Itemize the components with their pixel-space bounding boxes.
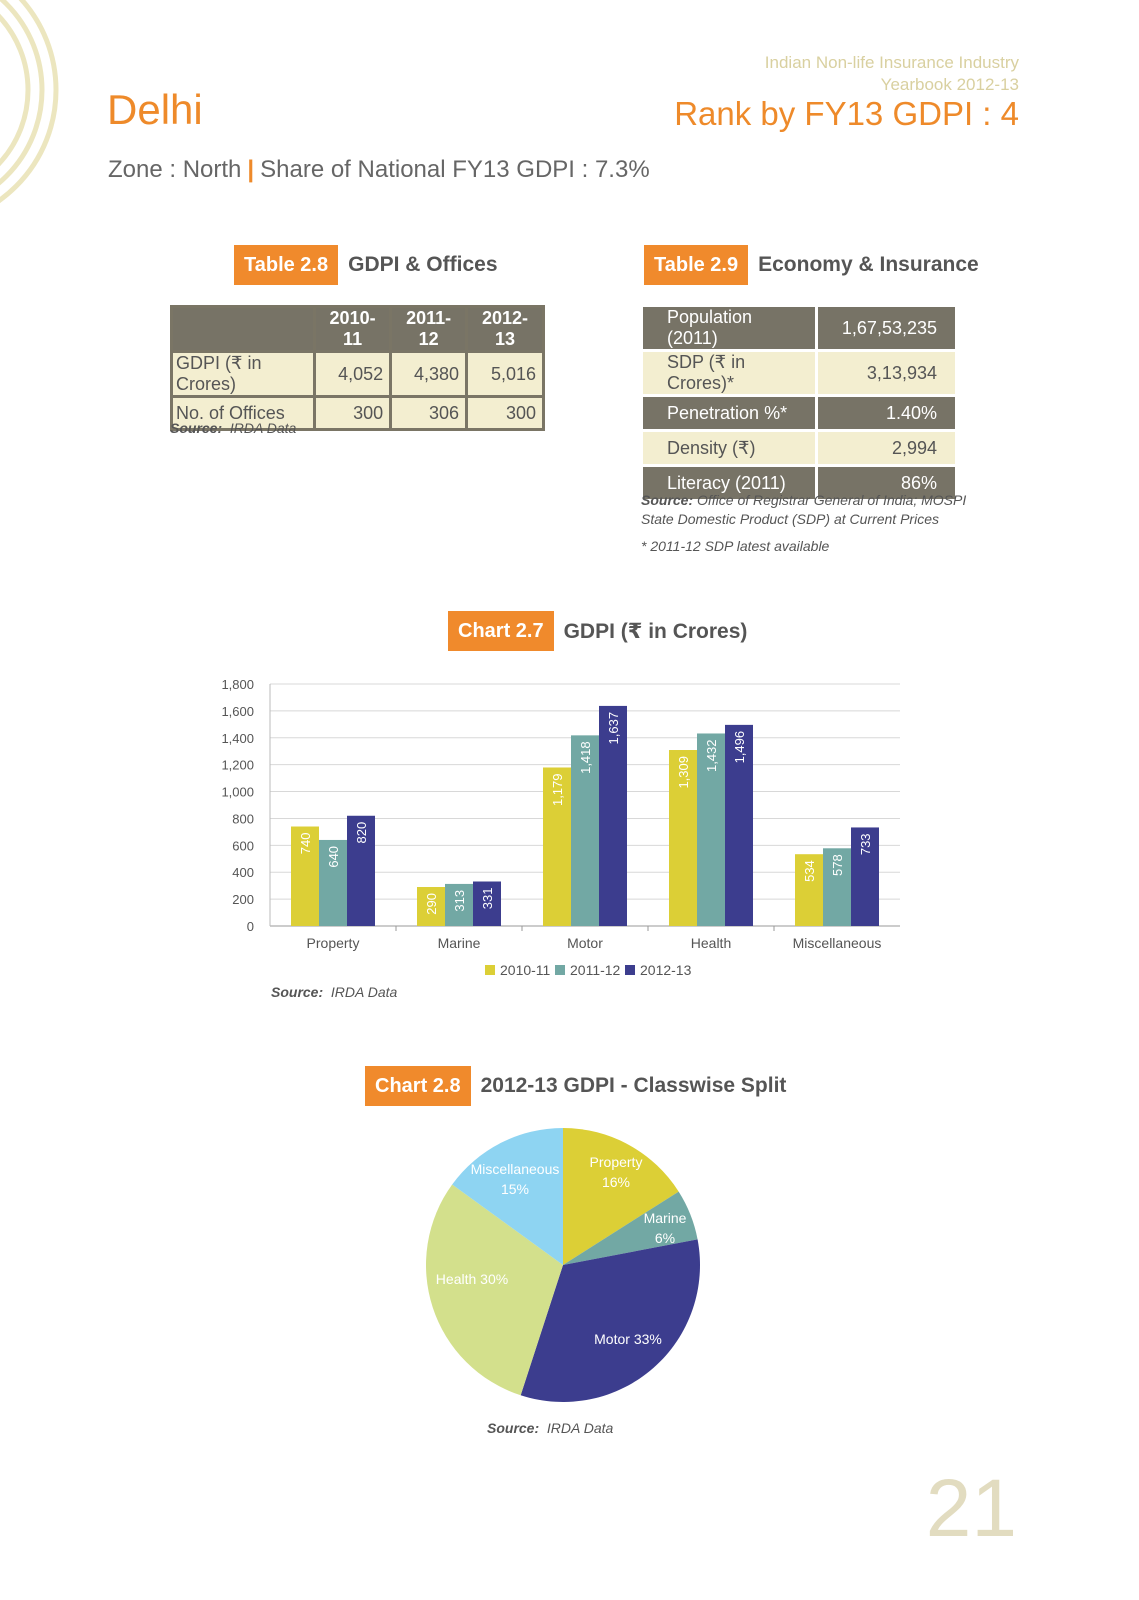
pie-slice-percent: 6% (654, 1230, 676, 1246)
row-label: GDPI (₹ in Crores) (172, 352, 315, 397)
chart-2-7-title: GDPI (₹ in Crores) (563, 619, 748, 643)
y-tick-label: 0 (246, 919, 254, 934)
pie-slice-label: Property (589, 1154, 643, 1170)
cell-value: 1.40% (816, 396, 956, 431)
y-tick-label: 1,800 (221, 677, 254, 692)
x-category-label: Miscellaneous (792, 935, 882, 951)
zone-label: Zone : North (108, 156, 242, 183)
bar-value-label: 331 (480, 887, 495, 910)
cell-value: 306 (391, 397, 467, 430)
header-cell-2011-12: 2011-12 (391, 307, 467, 352)
legend-label: 2010-11 (500, 962, 551, 978)
publication-line-2: Yearbook 2012-13 (880, 75, 1019, 94)
y-tick-label: 600 (232, 838, 254, 854)
source-text: IRDA Data (330, 984, 398, 1000)
chart-2-7-caption (448, 611, 747, 651)
bar-value-label: 1,496 (732, 730, 747, 764)
y-tick-label: 1,000 (221, 784, 254, 800)
table-row (642, 351, 957, 396)
pie-slice-label: Marine (643, 1210, 687, 1226)
header-cell-2010-11: 2010-11 (315, 307, 391, 352)
y-tick-label: 1,600 (221, 703, 254, 719)
cell-value: 4,052 (315, 352, 391, 397)
share-label: Share of National FY13 GDPI : 7.3% (260, 156, 650, 183)
row-label: Literacy (2011) (642, 466, 817, 501)
publication-line-1: Indian Non-life Insurance Industry (764, 53, 1019, 72)
table-header-row (172, 307, 544, 352)
chart-2-8-tag: Chart 2.8 (365, 1066, 471, 1106)
legend-swatch (625, 965, 635, 975)
decorative-arcs (0, 0, 70, 220)
y-tick-label: 400 (232, 865, 254, 881)
bar-value-label: 1,179 (550, 773, 565, 807)
cell-value: 300 (315, 397, 391, 430)
row-label: SDP (₹ in Crores)* (642, 351, 817, 396)
x-category-label: Property (306, 935, 360, 951)
table-2-9-caption (644, 245, 979, 285)
x-category-label: Marine (437, 935, 481, 951)
table-2-8-tag: Table 2.8 (234, 245, 338, 285)
pie-slice-percent: 15% (500, 1181, 530, 1197)
bar-value-label: 313 (452, 889, 467, 912)
chart-2-8-source (487, 1420, 613, 1436)
classwise-pie-chart (400, 1115, 730, 1415)
header-cell-blank (172, 307, 315, 352)
page-number: 21 (925, 1463, 1017, 1554)
bar-value-label: 1,637 (606, 711, 621, 745)
bar-value-label: 1,432 (704, 739, 719, 773)
bar-value-label: 820 (354, 821, 369, 844)
table-2-9-footnote: * 2011-12 SDP latest available (641, 538, 830, 554)
pie-slice-percent: 16% (601, 1174, 631, 1190)
row-label: No. of Offices (172, 397, 315, 430)
y-tick-label: 800 (232, 811, 254, 827)
pie-slice-label: Miscellaneous (470, 1161, 560, 1177)
cell-value: 300 (467, 397, 544, 430)
gdpi-bar-chart (0, 660, 1139, 990)
pie-slice-label: Motor 33% (594, 1331, 662, 1347)
publication-title (765, 52, 1019, 96)
table-row (172, 352, 544, 397)
table-2-9-tag: Table 2.9 (644, 245, 748, 285)
x-category-label: Motor (567, 935, 603, 951)
bar-value-label: 534 (802, 860, 817, 882)
chart-2-7-source (271, 984, 397, 1000)
legend-swatch (555, 965, 565, 975)
state-title: Delhi (107, 86, 203, 133)
chart-2-8-caption (365, 1066, 786, 1106)
legend-label: 2011-12 (570, 962, 621, 978)
y-tick-label: 1,400 (221, 730, 254, 746)
bar-value-label: 578 (830, 854, 845, 876)
bar-value-label: 1,309 (676, 756, 691, 789)
source-text: IRDA Data (229, 420, 297, 436)
rank-heading: Rank by FY13 GDPI : 4 (674, 95, 1019, 132)
source-label: Source: (641, 492, 694, 508)
table-row (642, 396, 957, 431)
pie-slice-label: Health 30% (435, 1271, 509, 1287)
table-row (642, 306, 957, 351)
chart-2-7-tag: Chart 2.7 (448, 611, 554, 651)
source-label: Source: (170, 420, 223, 436)
header-cell-2012-13: 2012-13 (467, 307, 544, 352)
zone-line (108, 156, 650, 184)
zone-separator: | (247, 156, 255, 183)
legend-label: 2012-13 (640, 962, 692, 978)
chart-2-8-title: 2012-13 GDPI - Classwise Split (480, 1074, 787, 1097)
cell-value: 4,380 (391, 352, 467, 397)
economy-insurance-table (640, 304, 958, 502)
x-category-label: Health (690, 935, 732, 951)
cell-value: 5,016 (467, 352, 544, 397)
cell-value: 3,13,934 (816, 351, 956, 396)
table-2-8-source (170, 420, 296, 436)
row-label: Density (₹) (642, 431, 817, 466)
bar-value-label: 640 (326, 845, 341, 868)
source-label: Source: (487, 1420, 540, 1436)
bar-value-label: 740 (298, 832, 313, 855)
table-row (642, 431, 957, 466)
table-2-9-source (641, 491, 966, 529)
bar-value-label: 1,418 (578, 741, 593, 774)
bar-value-label: 733 (858, 833, 873, 856)
source-label: Source: (271, 984, 324, 1000)
source-text: IRDA Data (546, 1420, 614, 1436)
cell-value: 1,67,53,235 (816, 306, 956, 351)
cell-value: 86% (816, 466, 956, 501)
y-tick-label: 200 (232, 892, 254, 908)
row-label: Population (2011) (642, 306, 817, 351)
bar-value-label: 290 (424, 893, 439, 915)
table-2-8-title: GDPI & Offices (348, 253, 498, 276)
table-2-9-title: Economy & Insurance (758, 253, 979, 276)
source-text: Office of Registrar General of India; MOSPI (697, 492, 967, 508)
row-label: Penetration %* (642, 396, 817, 431)
y-tick-label: 1,200 (221, 757, 254, 773)
source-line-2: State Domestic Product (SDP) at Current Prices (641, 511, 939, 527)
table-2-8-caption (234, 245, 498, 285)
legend-swatch (485, 965, 495, 975)
cell-value: 2,994 (816, 431, 956, 466)
gdpi-offices-table (170, 305, 545, 431)
